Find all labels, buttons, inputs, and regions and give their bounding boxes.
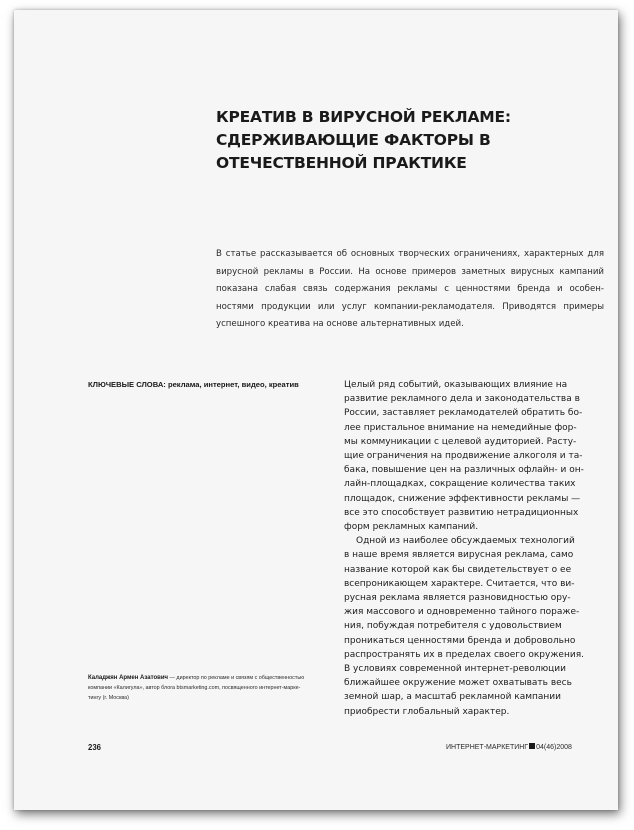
body-line: земной шар, а масштаб рекламной кампании: [344, 692, 561, 703]
body-line: щие ограничения на продвижение алкоголя и та-: [344, 451, 583, 462]
author-line-2: компании «Калигула», автор блога btsmarketing.com, посвященного интернет-марке-: [88, 684, 301, 691]
title-line-2: СДЕРЖИВАЮЩИЕ ФАКТОРЫ В: [216, 131, 491, 149]
body-line: лее пристальное внимание на немедийные фор-: [344, 422, 577, 433]
abstract-line: ностями продукции или услуг компании-рекламодателя. Приводятся примеры: [216, 301, 604, 312]
body-line: Целый ряд событий, оказывающих влияние на: [344, 380, 568, 390]
author-line-1: [88, 674, 346, 684]
body-line: России, заставляет рекламодателей обратить бо-: [344, 408, 583, 419]
abstract-line: успешного креатива на основе альтернативных идей.: [216, 319, 464, 329]
journal-page: [14, 10, 618, 810]
title-line-1: КРЕАТИВ В ВИРУСНОЙ РЕКЛАМЕ:: [216, 108, 511, 126]
body-line: развитие рекламного дела и законодательства в: [344, 394, 580, 405]
article-title: [216, 106, 546, 175]
body-line: жия массового и одновременно тайного пораже-: [344, 607, 580, 618]
body-line: ния, побуждая потребителя с удовольствием: [344, 621, 562, 632]
body-line: ближайшее окружение может охватывать весь: [344, 678, 572, 689]
body-line: русная реклама является разновидностью ору-: [344, 593, 571, 604]
body-line: все это способствует развитию нетрадиционных: [344, 507, 579, 518]
body-line: бака, повышение цен на различных офлайн- и он-: [344, 465, 584, 476]
author-line-3: тингу (г. Москва): [88, 694, 129, 701]
body-line: мы коммуникации с целевой аудиторией. Расту-: [344, 436, 577, 447]
journal-issue: 04(46)2008: [536, 744, 572, 751]
journal-name: ИНТЕРНЕТ-МАРКЕТИНГ: [446, 744, 529, 751]
body-line: проникаться ценностями бренда и добровольно: [344, 635, 576, 646]
square-bullet-icon: [529, 743, 535, 749]
body-line: всепроникающем характере. Считается, что ви-: [344, 578, 575, 589]
body-line: распространять их в пределах своего окружения.: [344, 649, 584, 660]
body-line: приобрести глобальный характер.: [344, 706, 510, 717]
title-line-3: ОТЕЧЕСТВЕННОЙ ПРАКТИКЕ: [216, 154, 467, 172]
author-note: [88, 674, 346, 703]
abstract-line: показана слабая связь содержания рекламы с ценностями бренда и особен-: [216, 284, 604, 294]
body-line: Одной из наиболее обсуждаемых технологий: [356, 536, 575, 547]
body-line: площадок, снижение эффективности рекламы —: [344, 493, 581, 504]
keywords: КЛЮЧЕВЫЕ СЛОВА: реклама, интернет, видео, креатив: [88, 380, 299, 389]
body-line: название которой как бы свидетельствует о ее: [344, 564, 572, 575]
abstract-line: вирусной рекламы в России. На основе примеров заметных вирусных кампаний: [216, 266, 604, 277]
author-role: — директор по рекламе и связям с общественностью: [168, 675, 305, 681]
article-abstract: [216, 246, 604, 334]
body-line: форм рекламных кампаний.: [344, 522, 479, 533]
body-line: в наше время является вирусная реклама, само: [344, 550, 574, 561]
article-body: [344, 378, 592, 719]
author-name: Каладжян Армен Азатович: [88, 675, 169, 681]
abstract-line: В статье рассказывается об основных творческих ограничениях, характерных для: [216, 249, 604, 259]
body-line: лайн-площадках, сокращение количества таких: [344, 479, 576, 490]
journal-footer: [446, 743, 572, 751]
page-number: 236: [88, 743, 102, 752]
body-line: В условиях современной интернет-революции: [344, 664, 566, 675]
